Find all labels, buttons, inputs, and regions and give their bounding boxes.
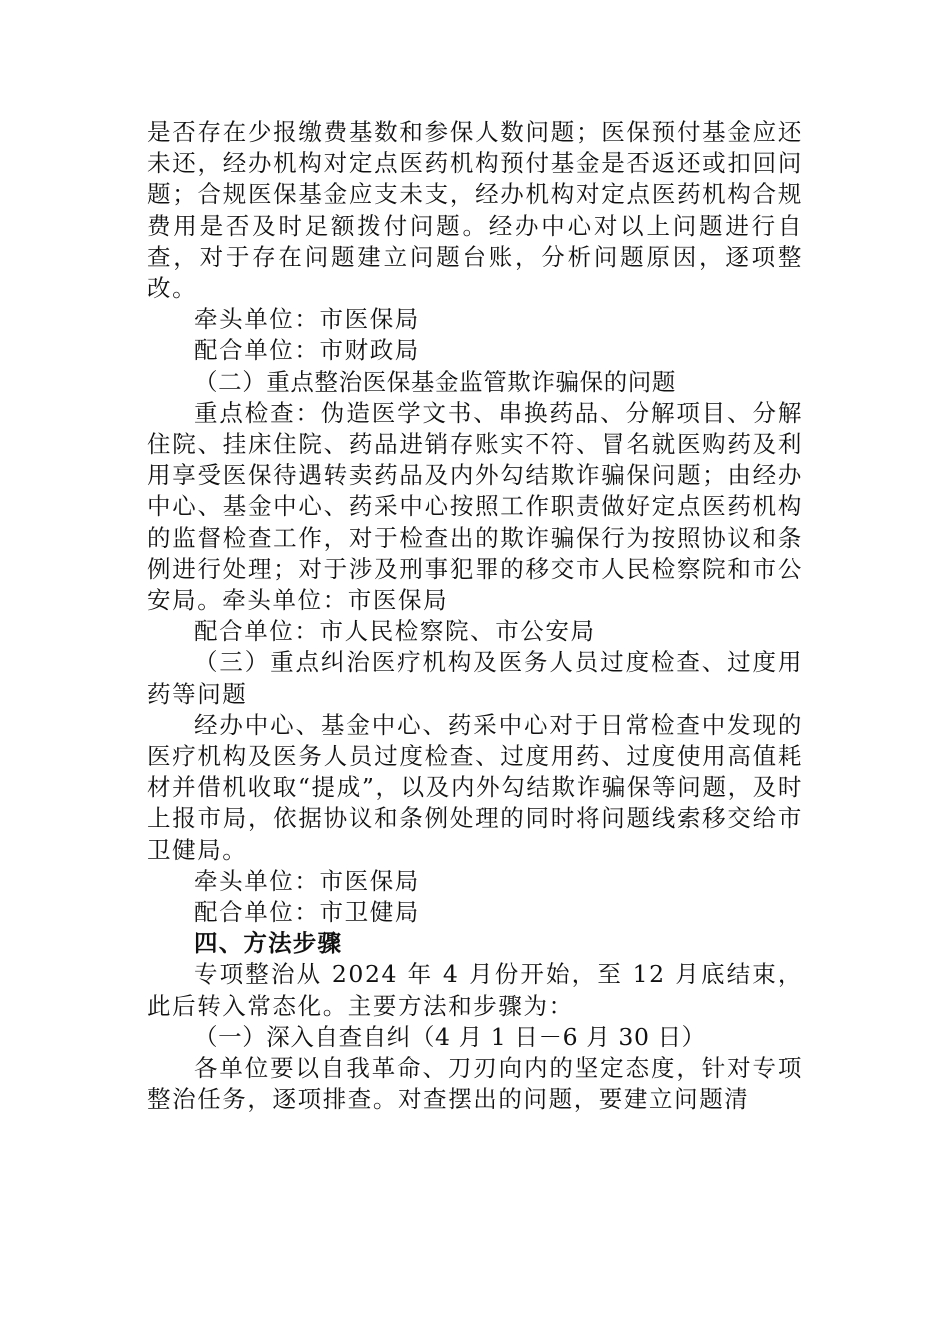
coop-unit-finance: 配合单位：市财政局 — [194, 336, 420, 365]
paragraph-self-inspection: 各单位要以自我革命、刀刃向内的坚定态度，针对专项整治任务，逐项排查。对查摆出的问题，要建立问题清 — [147, 1054, 803, 1114]
step-heading-1: （一）深入自查自纠（4 月 1 日－6 月 30 日） — [194, 1022, 706, 1051]
document-body — [147, 117, 803, 1116]
lead-unit-medical-insurance-2: 牵头单位：市医保局 — [194, 866, 420, 895]
section-heading-3: （三）重点纠治医疗机构及医务人员过度检查、过度用药等问题 — [147, 648, 803, 708]
lead-unit-medical-insurance: 牵头单位：市医保局 — [194, 305, 420, 334]
paragraph-key-inspection: 重点检查：伪造医学文书、串换药品、分解项目、分解住院、挂床住院、药品进销存账实不符、冒名就医购药及利用享受医保待遇转卖药品及内外勾结欺诈骗保问题；由经办中心、基金中心、药采中心按照工作职责做好定点医药机构的监督检查工作，对于检查出的欺诈骗保行为按照协议和条例进行处理；对于涉及刑事犯罪的移交市人民检察院和市公安局。牵头单位：市医保局 — [147, 398, 803, 615]
paragraph-timeline: 专项整治从 2024 年 4 月份开始，至 12 月底结束，此后转入常态化。主要方法和步骤为： — [147, 960, 803, 1020]
coop-unit-health: 配合单位：市卫健局 — [194, 898, 420, 927]
section-heading-2: （二）重点整治医保基金监管欺诈骗保的问题 — [194, 367, 676, 396]
paragraph-over-treatment: 经办中心、基金中心、药采中心对于日常检查中发现的医疗机构及医务人员过度检查、过度用药、过度使用高值耗材并借机收取“提成”，以及内外勾结欺诈骗保等问题，及时上报市局，依据协议和条例处理的同时将问题线索移交给市卫健局。 — [147, 710, 803, 864]
chapter-heading-methods: 四、方法步骤 — [194, 929, 343, 958]
coop-unit-procuratorate: 配合单位：市人民检察院、市公安局 — [194, 617, 596, 646]
paragraph-fund-issues: 是否存在少报缴费基数和参保人数问题；医保预付基金应还未还，经办机构对定点医药机构预付基金是否返还或扣回问题；合规医保基金应支未支，经办机构对定点医药机构合规费用是否及时足额拨付问题。经办中心对以上问题进行自查，对于存在问题建立问题台账，分析问题原因，逐项整改。 — [147, 118, 803, 303]
